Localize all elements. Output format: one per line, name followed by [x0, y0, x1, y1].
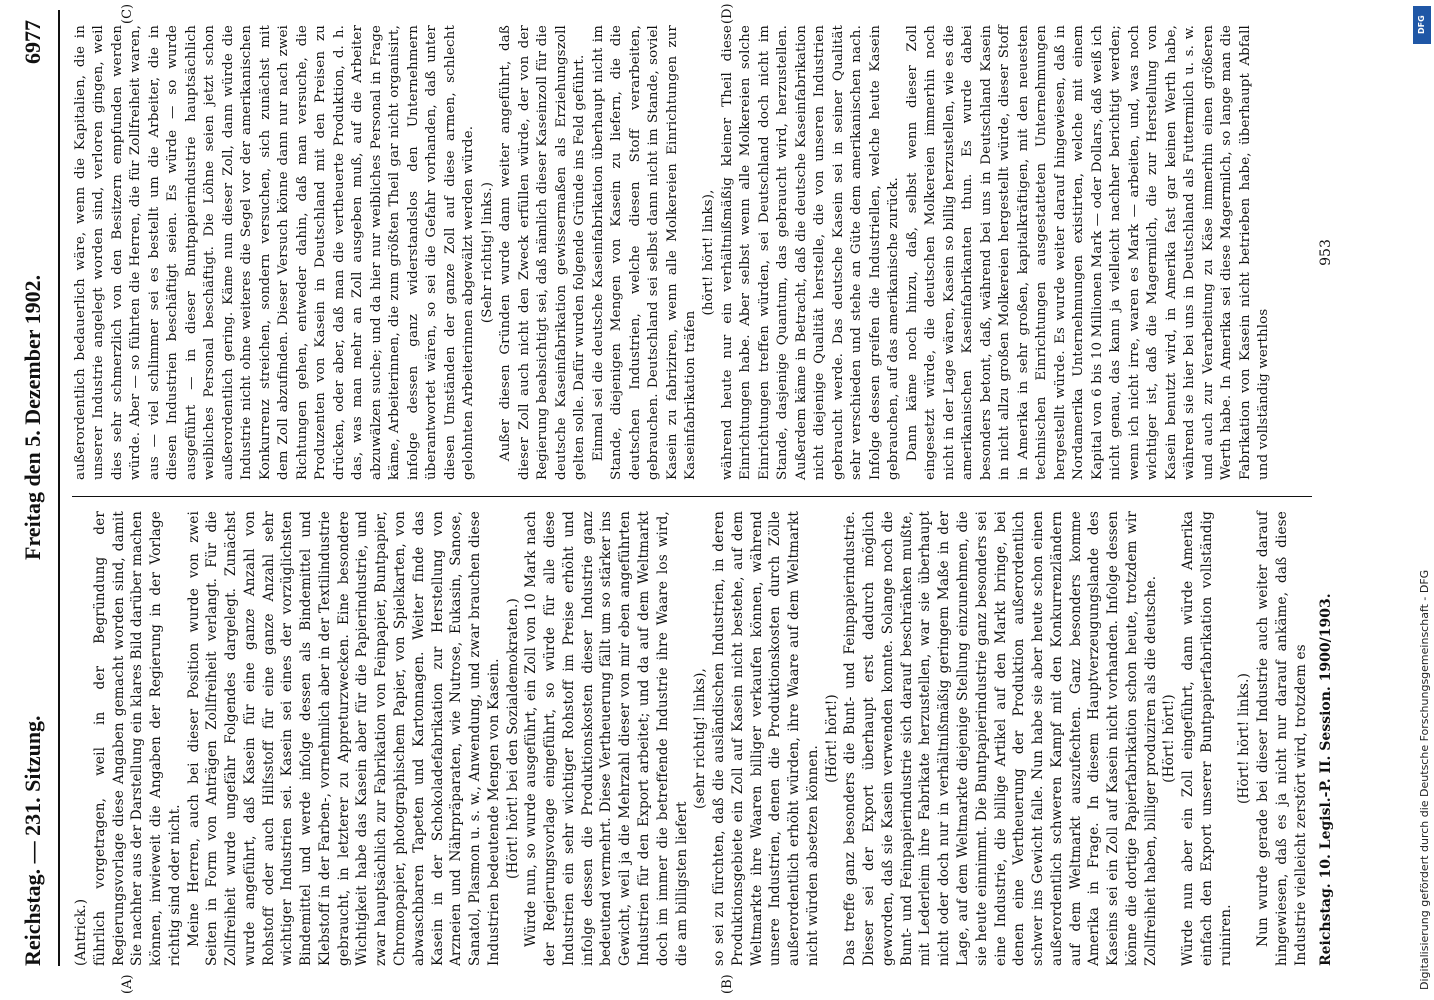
interjection: (Hört! hört!) [1161, 694, 1178, 783]
paragraph: Außer diesen Gründen wurde dann weiter angeführt, daß dieser Zoll auch nicht den Zweck erfüllen würde, der von der Regierung beabsichtigt sei, daß nämlich dieser Kaseinzoll für die deutsche Kaseinfabrikation gewissermaßen als Erziehungszoll gelten solle. Dafür wurden folgende Gründe ins Feld geführt. [498, 25, 588, 480]
page-number: 6977 [20, 20, 45, 64]
text-column-right [72, 25, 1273, 480]
text-column-left [72, 511, 1311, 966]
paragraph: während heute nur ein verhältnißmäßig kleiner Theil diese Einrichtungen habe. Aber selbst wenn alle Molkereien solche Einrichtungen treffen würden, sei Deutschland doch nicht im Stande, dasjenige Quantum, das gebraucht wird, herzustellen. Außerdem käme in Betracht, daß die deutsche Kaseinfabrikation nicht diejenige Qualität herstelle, die von unseren Industrien gebraucht werde. Das deutsche Kasein sei in seiner Qualität sehr verschieden und stehe an Güte dem amerikanischen nach. Infolge dessen greifen die Industriellen, welche heute Kasein gebrauchen, auf das amerikanische zurück. [719, 25, 902, 480]
paragraph: Meine Herren, auch bei dieser Position wurde von zwei Seiten in Form von Anträgen Zollfreiheit verlangt. Für die Zollfreiheit wurde ungefähr Folgendes dargelegt. Zunächst wurde angeführt, daß Kasein für eine ganze Anzahl von Rohstoff oder auch Hilfsstoff für eine ganze Anzahl sehr wichtiger Industrien sei. Kasein sei eines der vorzüglichsten Bindemittel und werde infolge dessen als Bindemittel und Klebstoff in der Farben-, vornehmlich aber in der Textilindustrie gebraucht, in letzterer zu Appreturzwecken. Eine besondere Wichtigkeit habe das Kasein aber für die Papierindustrie, und zwar hauptsächlich zur Fabrikation von Feinpapier, Buntpapier, Chromopapier, photographischem Papier, von Spielkarten, von abwaschbaren Tapeten und Kartonnagen. Weiter finde das Kasein in der Schokoladefabrikation zur Herstellung von Arzneien und Nährpräparaten, wie Nutrose, Eukasin, Sanose, Sanatol, Plasmon u. s. w., Anwendung, und zwar brauchen diese Industrien bedeutende Mengen von Kasein. [185, 511, 502, 966]
header-rule [58, 10, 60, 966]
header-left: Reichstag. — 231. Sitzung. [20, 715, 45, 966]
interjection: (Hört! hört! links.) [1236, 672, 1253, 805]
paragraph: Würde nun aber ein Zoll eingeführt, dann würde Amerika einfach den Export unserer Buntpapierfabrikation vollständig ruiniren. [1180, 511, 1234, 966]
interjection: (Sehr richtig! links.) [479, 181, 495, 324]
margin-marker-b: (B) [720, 974, 735, 994]
margin-marker-c: (C) [120, 3, 135, 24]
column-divider [72, 496, 1312, 497]
paragraph: so sei zu fürchten, daß die ausländischen Industrien, in deren Produktionsgebiete ein Zoll auf Kasein nicht bestehe, auf dem Weltmarkte ihre Waaren billiger verkaufen können, während unsere Industrien, denen die Produktionskosten durch Zölle außerordentlich erhöht würden, ihre Waare auf dem Weltmarkt nicht würden absetzen können. [711, 511, 821, 966]
sheet-number: 953 [1318, 239, 1334, 266]
dfg-logo: DFG [1413, 6, 1431, 44]
interjection: (Hört! hört! bei den Sozialdemokraten.) [504, 598, 521, 879]
paragraph: Einmal sei die deutsche Kaseinfabrikation überhaupt nicht im Stande, diejenigen Mengen von Kasein zu liefern, die die deutschen Industrien, welche diesen Stoff verarbeiten, gebrauchen. Deutschland sei selbst dann nicht im Stande, soviel Kasein zu fabriziren, wenn alle Molkereien Einrichtungen zur Kaseinfabrikation träfen [590, 25, 698, 480]
paragraph: Dann käme noch hinzu, daß, selbst wenn dieser Zoll eingesetzt würde, die deutschen Molkereien immerhin noch nicht in der Lage wären, Kasein so billig herzustellen, wie es die amerikanischen Kaseinfabrikanten thun. Es wurde dabei besonders betont, daß, während bei uns in Deutschland Kasein in nicht allzu großen Molkereien hergestellt würde, dieser Stoff in Amerika in sehr großen, kapitalkräftigen, mit den neuesten technischen Einrichtungen ausgestatteten Unternehmungen hergestellt würde. Es wurde weiter darauf hingewiesen, daß in Nordamerika Unternehmungen existirten, welche mit einem Kapital von 6 bis 10 Millionen Mark — oder Dollars, daß weiß ich nicht genau, das kann ja vielleicht nachher berichtigt werden; wenn ich nicht irre, waren es Mark — arbeiten, und, was noch wichtiger ist, daß die Magermilch, die zur Herstellung von Kasein benutzt wird, in Amerika fast gar keinen Werth habe, während sie hier bei uns in Deutschland als Futtermilch u. s. w. und auch zur Verarbeitung zu Käse immerhin einen größeren Werth habe. In Amerika sei diese Magermilch, so lange man die Fabrikation von Kasein nicht betrieben habe, überhaupt Abfall und vollständig werthlos [904, 25, 1271, 480]
header-date: Freitag den 5. Dezember 1902. [20, 274, 45, 560]
paragraph: Würde nun, so wurde ausgeführt, ein Zoll von 10 Mark nach der Regierungsvorlage eingeführt, so würde für alle diese Industrien ein sehr wichtiger Rohstoff im Preise erhöht und infolge dessen die Produktionskosten dieser Industrie ganz bedeutend vermehrt. Diese Vertheuerung fällt um so stärker ins Gewicht, weil ja die Mehrzahl dieser von mir eben angeführten Industrien für den Export arbeitet; und da auf dem Weltmarkt doch im immer die betreffende Industrie ihre Waare los wird, die am billigsten liefert [523, 511, 690, 966]
footer-session: Reichstag. 10. Legisl.-P. II. Session. 1900/1903. [1318, 593, 1334, 966]
digitization-note: Digitalisierung gefördert durch die Deutsche Forschungsgemeinschaft - DFG [1418, 569, 1431, 990]
interjection: (Hört! hört!) [823, 694, 840, 783]
paragraph: führlich vorgetragen, weil in der Begründung der Regierungsvorlage diese Angaben gemacht worden sind, damit Sie nachher aus der Darstellung ein klares Bild darüber machen können, inwieweit die Angaben der Regierung in der Vorlage richtig sind oder nicht. [91, 511, 183, 966]
margin-marker-a: (A) [120, 974, 135, 994]
speaker-name: (Antrick.) [73, 898, 89, 966]
interjection: (hört! hört! links), [701, 189, 717, 316]
paragraph: Nun wurde gerade bei dieser Industrie auch weiter darauf hingewiesen, daß es ja nicht nur darauf ankäme, daß diese Industrie vielleicht zerstört wird, trotzdem es [1255, 511, 1309, 966]
interjection: (sehr richtig! links), [692, 668, 709, 809]
paragraph: außerordentlich bedauerlich wäre, wenn die Kapitalien, die in unserer Industrie angelegt worden sind, verloren gingen, weil dies sehr schmerzlich von den Besitzern empfunden werden würde. Aber — so führten die Herren, die für Zollfreiheit waren, aus — viel schlimmer sei es bestellt um die Arbeiter, die in diesen Industrien beschäftigt seien. Es würde — so wurde ausgeführt — in dieser Buntpapierindustrie hauptsächlich weibliches Personal beschäftigt. Die Löhne seien jetzt schon außerordentlich gering. Käme nun dieser Zoll, dann würde die Industrie nicht ohne weiteres die Segel vor der amerikanischen Konkurrenz streichen, sondern versuchen, sich zunächst mit dem Zoll abzufinden. Dieser Versuch könne dann nur nach zwei Richtungen gehen, entweder dahin, daß man versuche, die Produzenten von Kasein in Deutschland mit den Preisen zu drücken, oder aber, daß man die vertheuerte Produktion, d. h. das, was man mehr an Zoll ausgeben muß, auf die Arbeiter abzuwälzen suche; und da hier nur weibliches Personal in Frage käme, Arbeiterinnen, die zum größten Theil gar nicht organisirt, infolge dessen ganz widerstandslos den Unternehmern überantwortet wären, so sei die Gefahr vorhanden, daß unter diesen Umständen der ganze Zoll auf diese armen, schlecht gelohnten Arbeiterinnen abgewälzt werden würde. [73, 25, 477, 480]
paragraph: Das treffe ganz besonders die Bunt- und Feinpapierindustrie. Dieser sei der Export überhaupt erst dadurch möglich geworden, daß sie Kasein verwenden konnte. Solange noch die Bunt- und Feinpapierindustrie sich darauf beschränken mußte, mit Lederleim ihre Fabrikate herzustellen, war sie überhaupt nicht oder doch nur in verhältnißmäßig geringem Maße in der Lage, auf dem Weltmarkte diejenige Stellung einzunehmen, die sie heute einnimmt. Die Buntpapierindustrie ganz besonders sei eine Industrie, die billige Artikel auf den Markt bringe, bei denen eine Vertheuerung der Produktion außerordentlich schwer ins Gewicht falle. Nun habe sie aber heute schon einen außerordentlich schweren Kampf mit den Konkurrenzländern auf dem Weltmarkt auszufechten. Ganz besonders komme Amerika in Frage. In diesem Hauptverzeugungslande des Kaseins sei ein Zoll auf Kasein nicht vorhanden. Infolge dessen könne die dortige Papierfabrikation schon heute, trotzdem wir Zollfreiheit haben, billiger produziren als die deutsche. [842, 511, 1159, 966]
margin-marker-d: (D) [720, 3, 735, 24]
